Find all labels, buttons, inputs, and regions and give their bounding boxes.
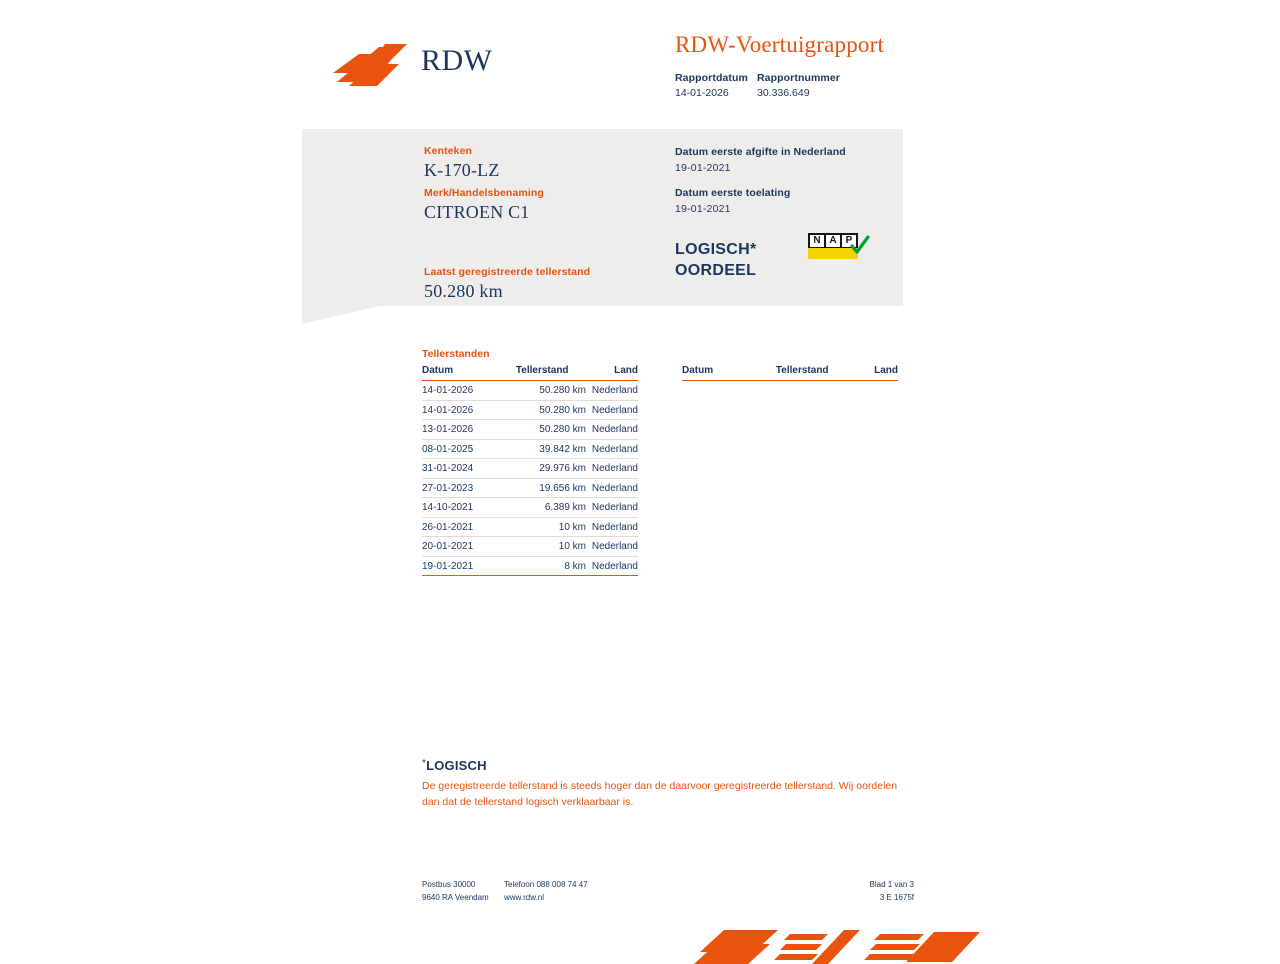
cell-tellerstand: 50.280 km (539, 404, 586, 416)
cell-land: Nederland (591, 443, 638, 455)
cell-land: Nederland (591, 424, 638, 435)
table-row (422, 401, 638, 421)
cell-datum: 27-01-2023 (422, 482, 474, 494)
cell-datum: 08-01-2025 (422, 443, 474, 455)
merk-label: Merk/Handelsbenaming (424, 187, 544, 199)
nap-letter-a: A (826, 235, 840, 247)
table-row (422, 459, 638, 479)
footer-form-code: 3 E 1675f (879, 893, 914, 902)
cell-tellerstand: 10 km (558, 541, 586, 552)
eerste-afgifte-field (675, 146, 846, 174)
table-row (422, 537, 638, 557)
cell-tellerstand: 50.280 km (539, 385, 586, 396)
cell-datum: 14-01-2026 (422, 385, 474, 396)
laatste-tellerstand-field (424, 266, 590, 302)
cell-tellerstand: 50.280 km (539, 424, 586, 435)
report-meta (675, 72, 1005, 99)
table-row (422, 440, 638, 460)
col-datum: Datum (422, 365, 454, 376)
col-tellerstand: Tellerstand (775, 365, 829, 376)
cell-datum: 14-10-2021 (422, 502, 474, 513)
cell-tellerstand: 29.976 km (539, 463, 586, 474)
eerste-afgifte-value: 19-01-2021 (675, 162, 731, 174)
cell-datum: 13-01-2026 (422, 424, 474, 435)
nap-logo (808, 233, 872, 259)
cell-datum: 20-01-2021 (422, 541, 474, 552)
eerste-afgifte-label: Datum eerste afgifte in Nederland (675, 146, 846, 158)
footnote-body: De geregistreerde tellerstand is steeds hoger dan de daarvoor geregistreerde tellerstand. Wij oordelen dan dat de tellerstand logisch verklaarbaar is. (422, 780, 898, 808)
footer-website[interactable]: www.rdw.nl (504, 893, 545, 902)
footer-address-line1: Postbus 30000 (422, 880, 476, 889)
kenteken-field (424, 145, 500, 181)
table-header-row (682, 365, 898, 381)
cell-land: Nederland (591, 404, 638, 416)
kenteken-label: Kenteken (424, 145, 473, 157)
table-row (422, 479, 638, 499)
footer-phone: Telefoon 088 008 74 47 (504, 880, 588, 889)
merk-field (424, 187, 544, 223)
cell-datum: 14-01-2026 (422, 404, 474, 416)
footer-address-line2: 9640 RA Veendam (422, 893, 489, 902)
footnote-star: * (422, 758, 427, 769)
table-row (422, 498, 638, 518)
footnote-title (422, 758, 487, 773)
footnote-title-text: LOGISCH (426, 758, 487, 773)
cell-land: Nederland (591, 502, 638, 513)
cell-tellerstand: 6.389 km (544, 502, 586, 513)
rdw-logo (333, 28, 633, 88)
cell-datum: 19-01-2021 (422, 560, 474, 572)
rdw-bottom-graphic-icon (694, 930, 984, 964)
cell-land: Nederland (591, 463, 638, 474)
cell-land: Nederland (591, 541, 638, 552)
table-row (422, 557, 638, 577)
col-datum: Datum (682, 365, 714, 376)
kenteken-value: K-170-LZ (424, 160, 500, 180)
report-title: RDW-Voertuigrapport (675, 32, 885, 57)
nap-check-icon (850, 235, 870, 257)
table-row (422, 381, 638, 401)
merk-value: CITROEN C1 (424, 202, 530, 222)
oordeel-line1: LOGISCH* (675, 241, 757, 258)
laatste-tellerstand-value: 50.280 km (424, 281, 503, 301)
logo-wordmark: RDW (421, 44, 493, 77)
vehicle-info-panel (302, 129, 903, 306)
cell-land: Nederland (591, 521, 638, 533)
col-tellerstand: Tellerstand (515, 365, 569, 376)
rdw-arrow-logo-icon (333, 42, 413, 86)
cell-datum: 31-01-2024 (422, 463, 474, 474)
rapportdatum-label: Rapportdatum (675, 72, 748, 84)
panel-corner-notch (302, 306, 380, 324)
cell-land: Nederland (591, 482, 638, 494)
nap-letter-p: P (842, 235, 856, 247)
footer-address (422, 878, 504, 904)
eerste-toelating-value: 19-01-2021 (675, 203, 731, 215)
tellerstanden-table-left (422, 365, 638, 576)
table-row (422, 518, 638, 538)
table-header-row (422, 365, 638, 381)
cell-tellerstand: 8 km (564, 560, 586, 572)
col-land: Land (614, 365, 638, 376)
cell-land: Nederland (591, 560, 638, 572)
footer-page-info (822, 878, 914, 904)
cell-tellerstand: 19.656 km (539, 482, 586, 494)
oordeel-block (675, 239, 757, 281)
laatste-tellerstand-label: Laatst geregistreerde tellerstand (424, 266, 591, 278)
cell-datum: 26-01-2021 (422, 521, 474, 533)
col-land: Land (874, 365, 898, 376)
footer-contact (504, 878, 664, 904)
tellerstanden-section-title: Tellerstanden (422, 348, 490, 360)
cell-tellerstand: 39.842 km (539, 443, 586, 455)
footer-page-number: Blad 1 van 3 (869, 880, 914, 889)
nap-letter-n: N (810, 235, 824, 247)
rapportnummer-value: 30.336.649 (757, 87, 810, 99)
tellerstanden-table-right (682, 365, 898, 381)
oordeel-line2: OORDEEL (675, 262, 757, 279)
rapportdatum-value: 14-01-2026 (675, 87, 729, 99)
eerste-toelating-field (675, 187, 790, 215)
rapportnummer-label: Rapportnummer (757, 72, 840, 84)
eerste-toelating-label: Datum eerste toelating (675, 187, 791, 199)
table-row (422, 420, 638, 440)
cell-land: Nederland (591, 385, 638, 396)
cell-tellerstand: 10 km (558, 521, 586, 533)
